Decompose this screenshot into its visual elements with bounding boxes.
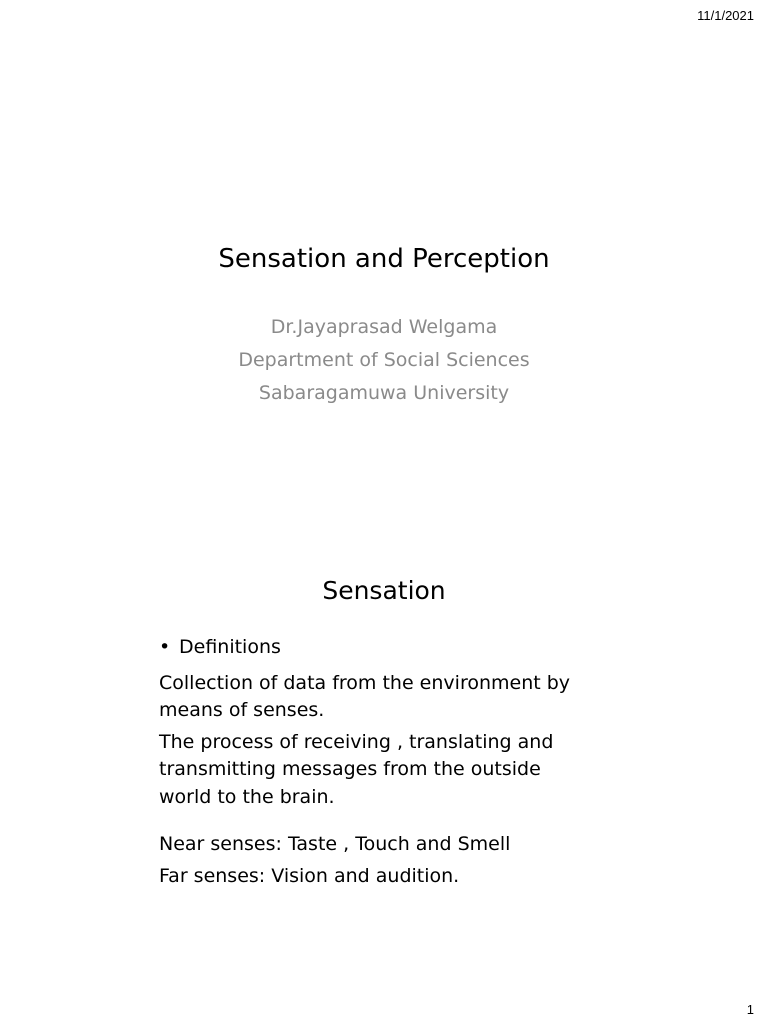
slide-2-body — [159, 634, 599, 894]
slide-1-title: Sensation and Perception — [218, 244, 550, 274]
definition-paragraph: The process of receiving , translating and transmitting messages from the outside world to the brain. — [159, 730, 554, 808]
slide-sensation — [0, 560, 768, 887]
definition-paragraph: Collection of data from the environment by means of senses. — [159, 671, 571, 721]
print-date: 11/1/2021 — [697, 8, 754, 23]
author-department: Department of Social Sciences — [238, 349, 530, 371]
near-senses-text: Near senses: Taste , Touch and Smell — [159, 833, 511, 855]
slide-2-title: Sensation — [322, 576, 446, 605]
author-university: Sabaragamuwa University — [258, 382, 510, 404]
slide-title-page — [0, 230, 768, 410]
bullet-icon: • — [159, 636, 171, 658]
slide-1-subtitle — [0, 311, 768, 410]
author-name: Dr.Jayaprasad Welgama — [270, 316, 498, 338]
bullet-item — [159, 634, 599, 662]
far-senses-text: Far senses: Vision and audition. — [159, 864, 460, 887]
page-number: 1 — [746, 1002, 754, 1017]
bullet-text: Definitions — [179, 636, 281, 658]
